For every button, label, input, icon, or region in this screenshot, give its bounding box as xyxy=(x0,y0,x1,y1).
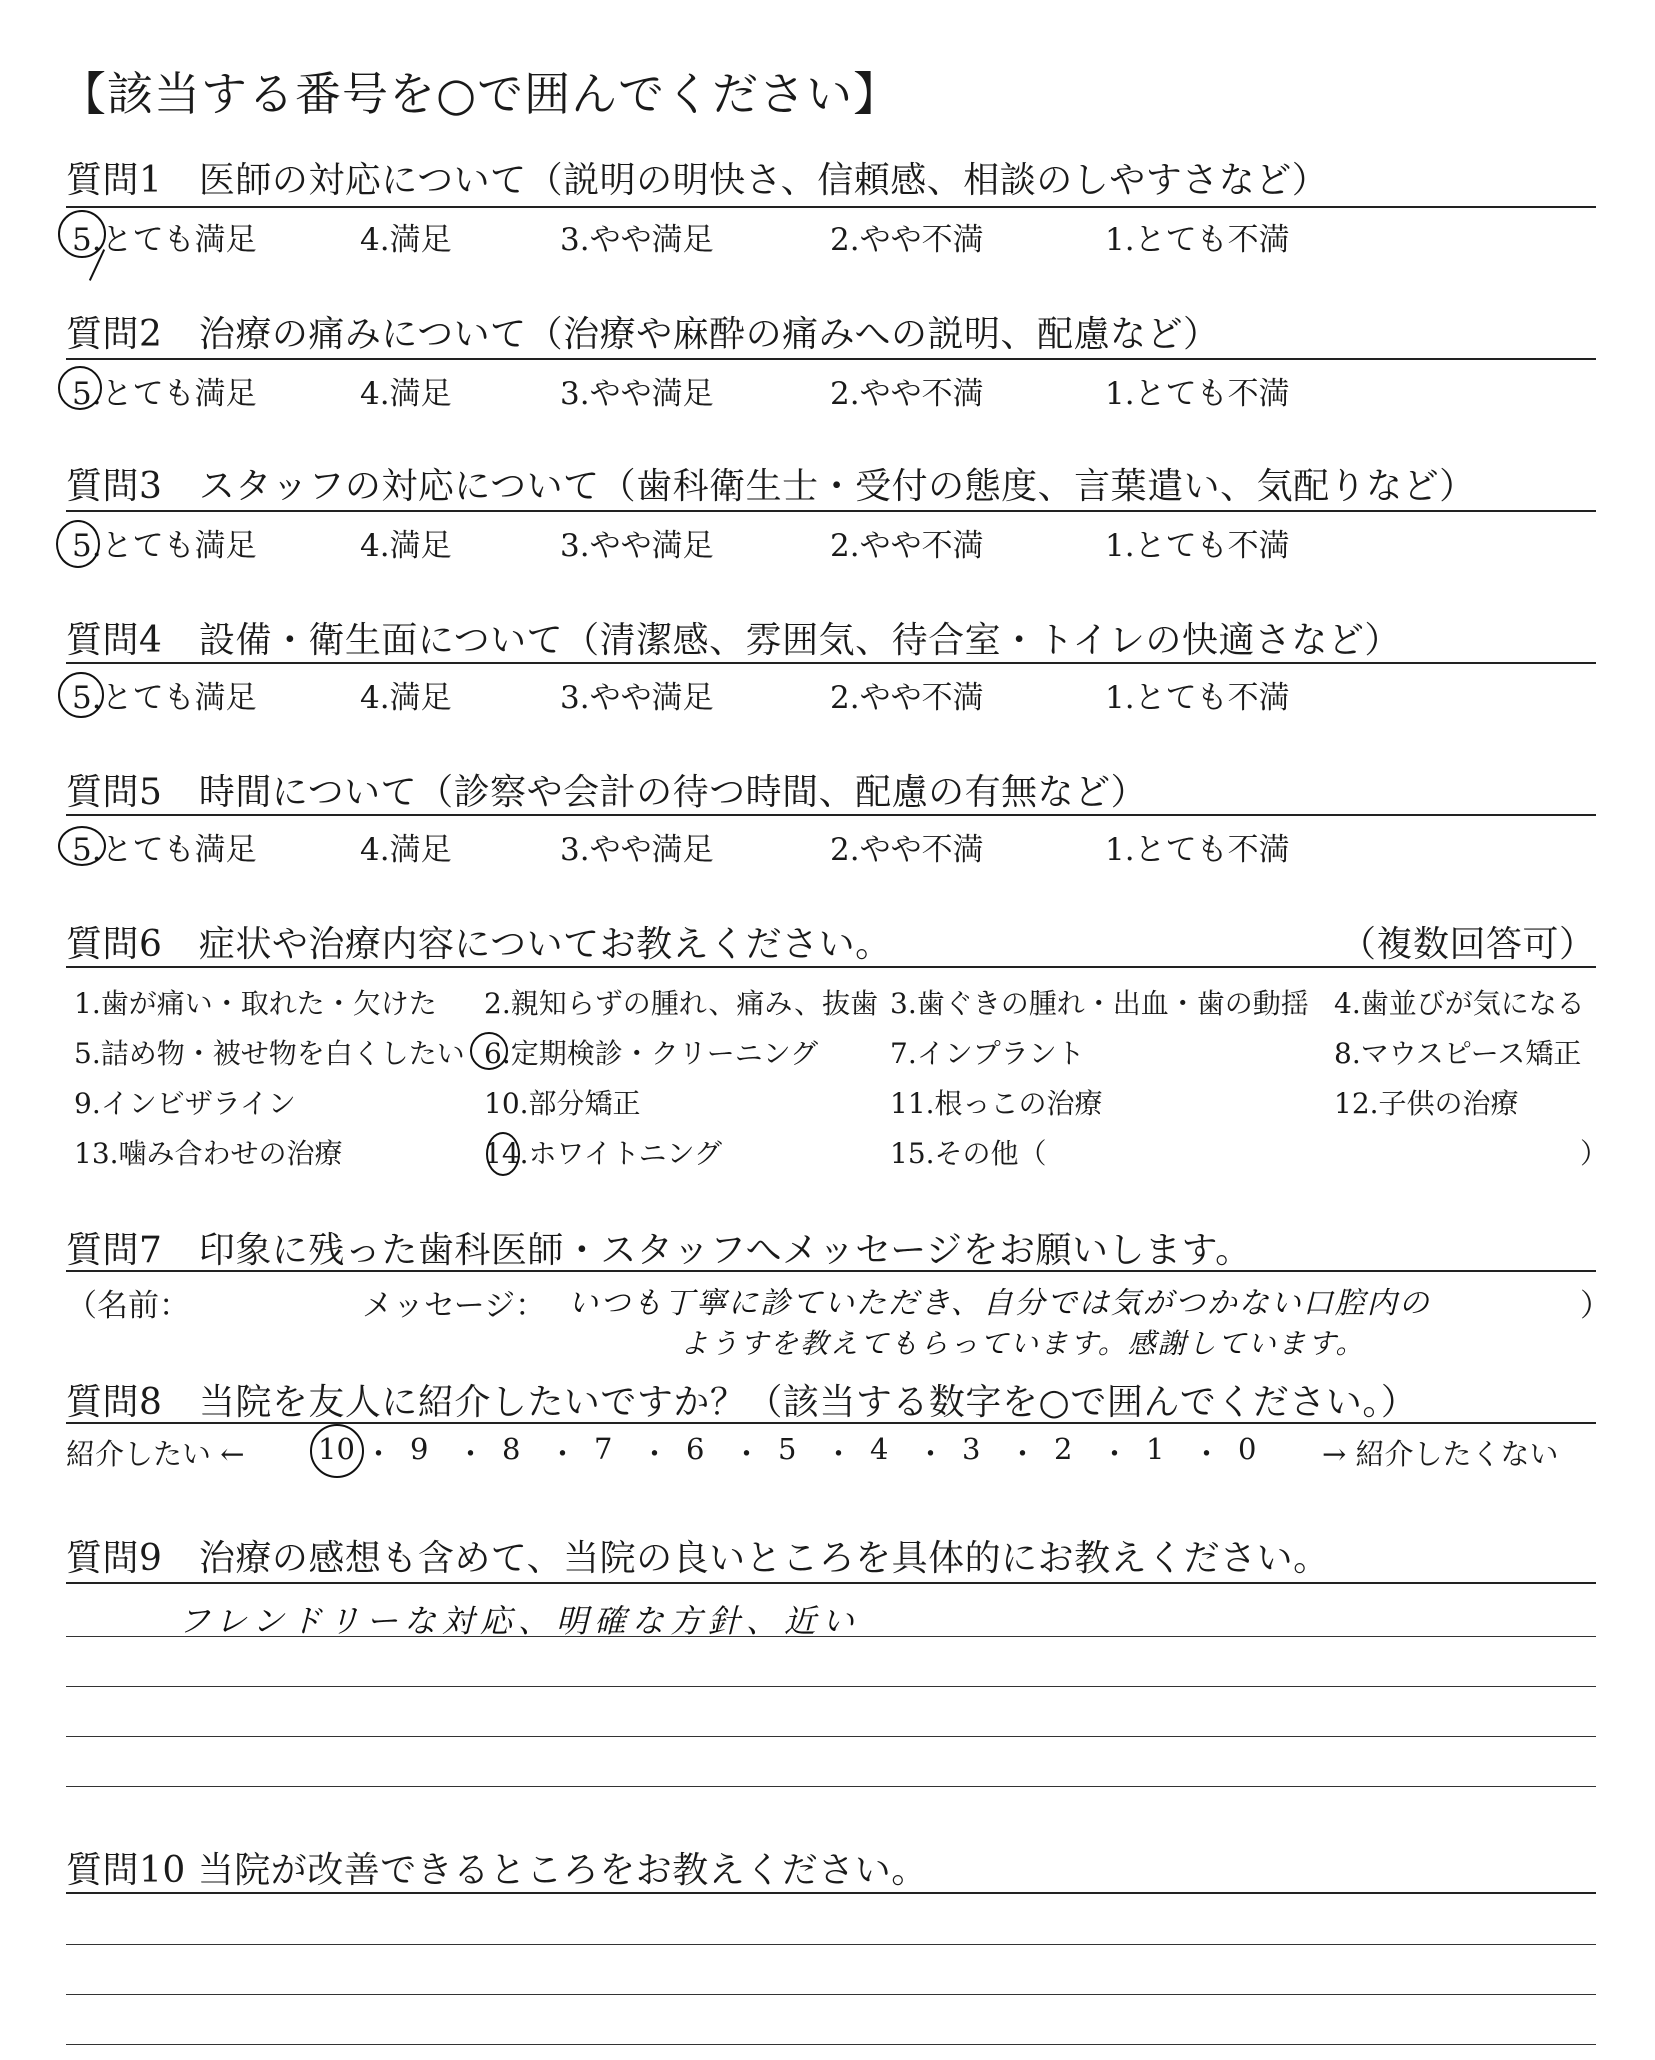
q6-title: 質問6 症状や治療内容についてお教えください。 xyxy=(66,924,892,965)
q5-option-3[interactable]: 3.やや満足 xyxy=(560,832,714,868)
symptom-item[interactable]: 3.歯ぐきの腫れ・出血・歯の動揺 xyxy=(890,987,1309,1020)
q10-title: 質問10 当院が改善できるところをお教えください。 xyxy=(66,1850,928,1891)
q1-option-2[interactable]: 2.やや不満 xyxy=(830,222,984,258)
symptom-item[interactable]: 1.歯が痛い・取れた・欠けた xyxy=(74,987,437,1020)
form-heading: 【該当する番号を○で囲んでください】 xyxy=(60,67,901,121)
q8-right-label: → 紹介したくない xyxy=(1322,1437,1559,1471)
symptom-item[interactable]: 5.詰め物・被せ物を白くしたい xyxy=(74,1037,465,1070)
q6-rule xyxy=(66,966,1596,968)
scale-separator: ・ xyxy=(640,1437,670,1471)
q2-rule xyxy=(66,358,1596,360)
q10-answer-line xyxy=(66,1994,1596,1995)
q3-option-1[interactable]: 1.とても不満 xyxy=(1105,528,1290,564)
q5-option-4[interactable]: 4.満足 xyxy=(360,832,452,868)
q4-option-2[interactable]: 2.やや不満 xyxy=(830,680,984,716)
q2-option-1[interactable]: 1.とても不満 xyxy=(1105,376,1290,412)
symptom-item[interactable]: 10.部分矯正 xyxy=(484,1087,641,1120)
symptom-item[interactable]: 7.インプラント xyxy=(890,1037,1085,1070)
scale-value[interactable]: 3 xyxy=(962,1432,981,1466)
q2-option-4[interactable]: 4.満足 xyxy=(360,376,452,412)
q3-option-3[interactable]: 3.やや満足 xyxy=(560,528,714,564)
scale-separator: ・ xyxy=(364,1437,394,1471)
q8-title: 質問8 当院を友人に紹介したいですか？（該当する数字を○で囲んでください。） xyxy=(66,1382,1418,1423)
q8-rule xyxy=(66,1422,1596,1424)
scale-value[interactable]: 1 xyxy=(1146,1432,1165,1466)
q7-title: 質問7 印象に残った歯科医師・スタッフへメッセージをお願いします。 xyxy=(66,1230,1252,1271)
scale-separator: ・ xyxy=(916,1437,946,1471)
q5-option-1[interactable]: 1.とても不満 xyxy=(1105,832,1290,868)
symptom-item[interactable]: 2.親知らずの腫れ、痛み、抜歯 xyxy=(484,987,879,1020)
q4-option-5[interactable]: 5.とても満足 xyxy=(72,680,257,716)
q9-answer-line xyxy=(66,1786,1596,1787)
q3-rule xyxy=(66,510,1596,512)
symptom-item[interactable]: 4.歯並びが気になる xyxy=(1334,987,1585,1020)
symptom-close-paren: ） xyxy=(1580,1137,1609,1170)
q4-rule xyxy=(66,662,1596,664)
q2-option-2[interactable]: 2.やや不満 xyxy=(830,376,984,412)
q1-option-3[interactable]: 3.やや満足 xyxy=(560,222,714,258)
scale-separator: ・ xyxy=(548,1437,578,1471)
symptom-item[interactable]: 14.ホワイトニング xyxy=(484,1137,723,1170)
q9-answer-line xyxy=(66,1686,1596,1687)
q4-option-4[interactable]: 4.満足 xyxy=(360,680,452,716)
q2-option-5[interactable]: 5.とても満足 xyxy=(72,376,257,412)
q7-rule xyxy=(66,1270,1596,1272)
scale-separator: ・ xyxy=(824,1437,854,1471)
q3-option-2[interactable]: 2.やや不満 xyxy=(830,528,984,564)
scale-value[interactable]: 5 xyxy=(778,1432,797,1466)
q1-title: 質問1 医師の対応について（説明の明快さ、信頼感、相談のしやすさなど） xyxy=(66,160,1329,201)
q9-rule xyxy=(66,1582,1596,1584)
scale-separator: ・ xyxy=(732,1437,762,1471)
symptom-item[interactable]: 6.定期検診・クリーニング xyxy=(484,1037,819,1070)
q5-title: 質問5 時間について（診察や会計の待つ時間、配慮の有無など） xyxy=(66,772,1148,813)
q5-option-5[interactable]: 5.とても満足 xyxy=(72,832,257,868)
scale-value[interactable]: 4 xyxy=(870,1432,889,1466)
scale-value[interactable]: 8 xyxy=(502,1432,521,1466)
q7-message-line-2[interactable]: ようすを教えてもらっています。感謝しています。 xyxy=(680,1327,1366,1360)
symptom-item[interactable]: 9.インビザライン xyxy=(74,1087,296,1120)
q5-rule xyxy=(66,814,1596,816)
scale-value[interactable]: 2 xyxy=(1054,1432,1073,1466)
q4-option-1[interactable]: 1.とても不満 xyxy=(1105,680,1290,716)
q10-answer-line xyxy=(66,1944,1596,1945)
q2-option-3[interactable]: 3.やや満足 xyxy=(560,376,714,412)
q1-option-5[interactable]: 5.とても満足 xyxy=(72,222,257,258)
q1-rule xyxy=(66,206,1596,208)
q8-left-label: 紹介したい ← xyxy=(66,1437,245,1471)
symptom-item[interactable]: 11.根っこの治療 xyxy=(890,1087,1103,1120)
q4-title: 質問4 設備・衛生面について（清潔感、雰囲気、待合室・トイレの快適さなど） xyxy=(66,620,1401,661)
q7-close-paren: ） xyxy=(1580,1288,1611,1324)
q4-option-3[interactable]: 3.やや満足 xyxy=(560,680,714,716)
q7-name-label: （名前： xyxy=(66,1288,190,1324)
q9-title: 質問9 治療の感想も含めて、当院の良いところを具体的にお教えください。 xyxy=(66,1538,1330,1579)
q10-rule xyxy=(66,1892,1596,1894)
q7-message-line-1[interactable]: いつも丁寧に診ていただき、自分では気がつかない口腔内の xyxy=(568,1286,1431,1321)
scale-value[interactable]: 7 xyxy=(594,1432,613,1466)
q2-title: 質問2 治療の痛みについて（治療や麻酔の痛みへの説明、配慮など） xyxy=(66,314,1220,355)
q10-answer-line xyxy=(66,2044,1596,2045)
q5-option-2[interactable]: 2.やや不満 xyxy=(830,832,984,868)
symptom-item[interactable]: 12.子供の治療 xyxy=(1334,1087,1519,1120)
q1-option-4[interactable]: 4.満足 xyxy=(360,222,452,258)
symptom-item[interactable]: 13.噛み合わせの治療 xyxy=(74,1137,343,1170)
scale-separator: ・ xyxy=(1100,1437,1130,1471)
scale-separator: ・ xyxy=(1008,1437,1038,1471)
q9-answer[interactable]: フレンドリーな対応、明確な方針、近い xyxy=(178,1602,860,1640)
q9-answer-line xyxy=(66,1736,1596,1737)
scale-separator: ・ xyxy=(1192,1437,1222,1471)
q6-note: （複数回答可） xyxy=(1340,924,1596,965)
scale-value[interactable]: 9 xyxy=(410,1432,429,1466)
q3-title: 質問3 スタッフの対応について（歯科衛生士・受付の態度、言葉遣い、気配りなど） xyxy=(66,466,1476,507)
scale-separator: ・ xyxy=(456,1437,486,1471)
scale-value[interactable]: 6 xyxy=(686,1432,705,1466)
q3-option-5[interactable]: 5.とても満足 xyxy=(72,528,257,564)
q3-option-4[interactable]: 4.満足 xyxy=(360,528,452,564)
q9-answer-line xyxy=(66,1636,1596,1637)
q7-message-label: メッセージ： xyxy=(362,1288,547,1324)
q1-option-1[interactable]: 1.とても不満 xyxy=(1105,222,1290,258)
symptom-item[interactable]: 15.その他（ xyxy=(890,1137,1047,1170)
scale-value[interactable]: 10 xyxy=(318,1432,355,1466)
scale-value[interactable]: 0 xyxy=(1238,1432,1257,1466)
symptom-item[interactable]: 8.マウスピース矯正 xyxy=(1334,1037,1582,1070)
